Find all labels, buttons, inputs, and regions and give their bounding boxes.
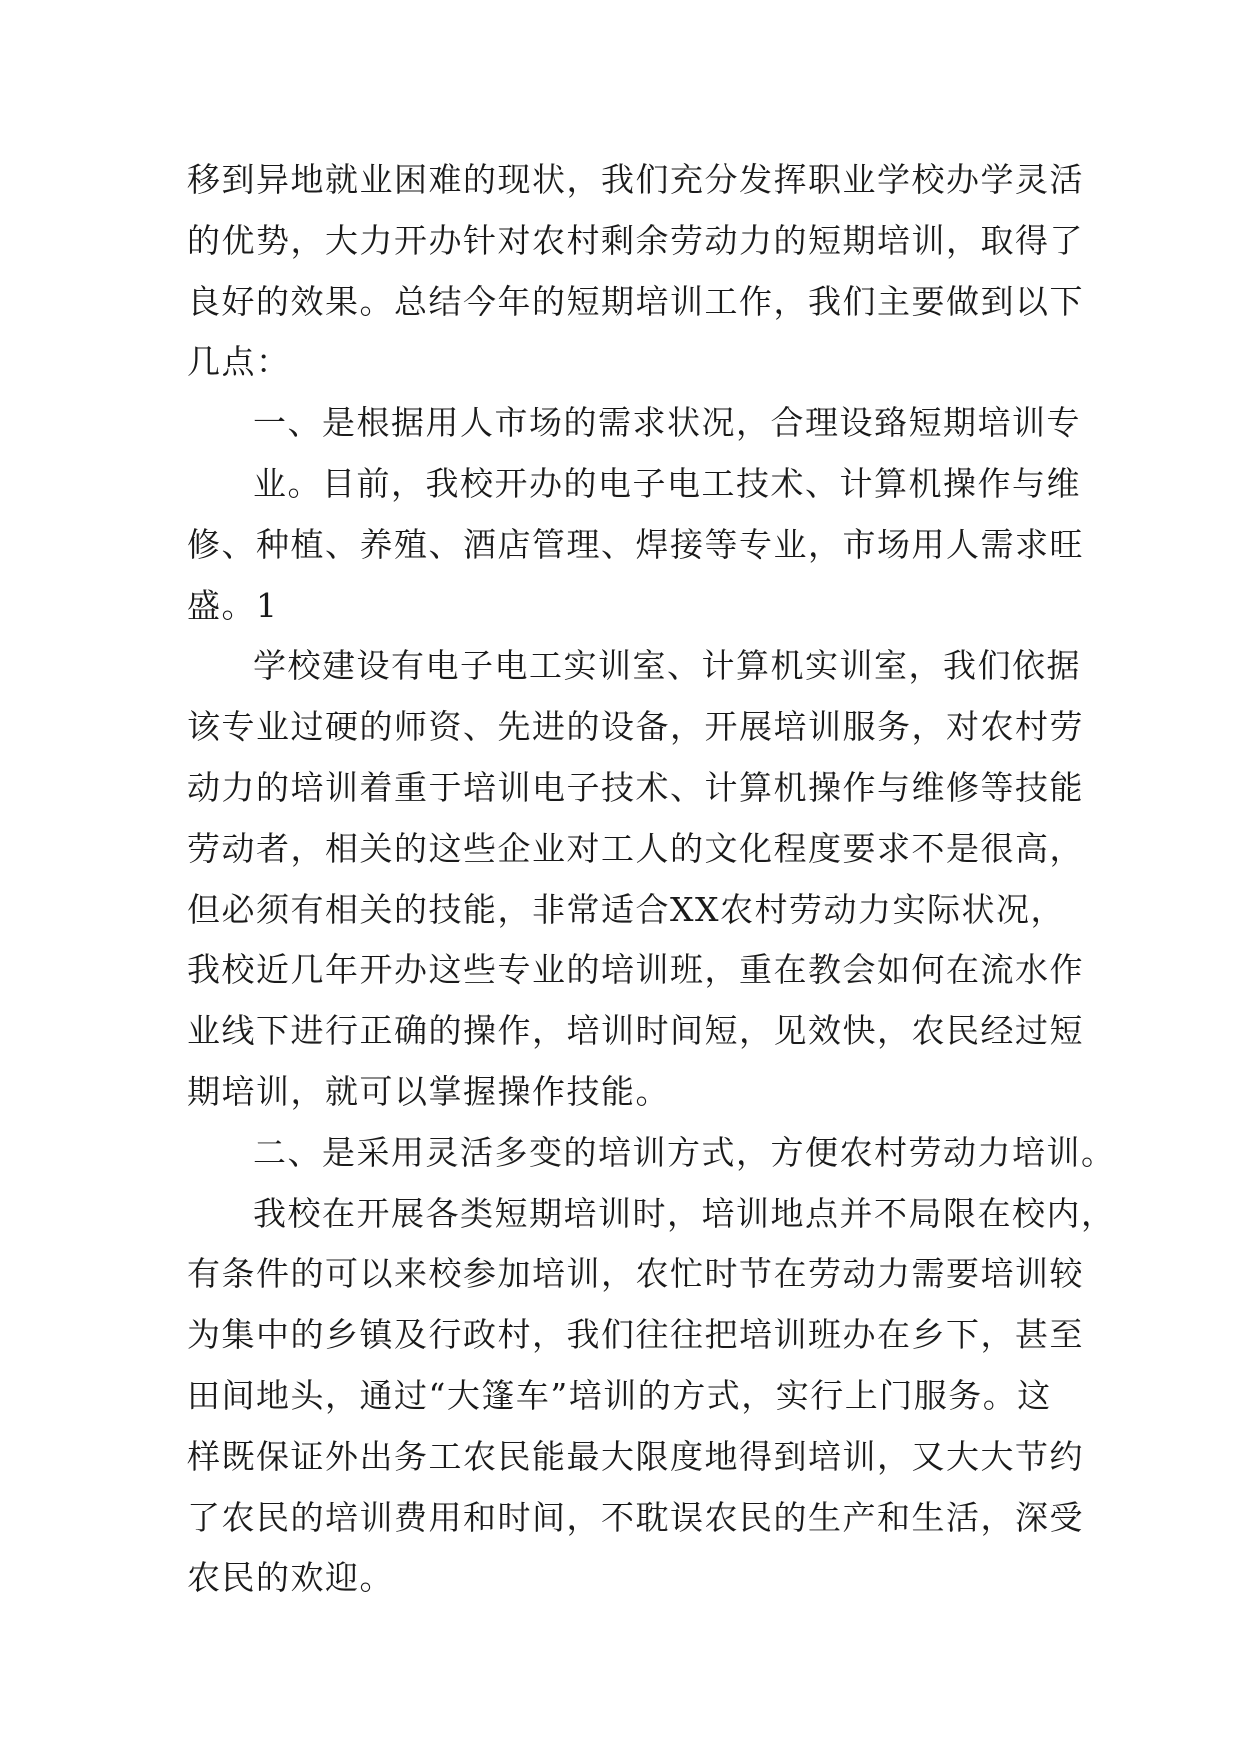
text-line: 业线下进行正确的操作，培训时间短，见效快，农民经过短 — [187, 1011, 1084, 1051]
text-line: 了农民的培训费用和时间，不耽误农民的生产和生活，深受 — [187, 1497, 1084, 1537]
text-line: 但必须有相关的技能，非常适合XX农村劳动力实际状况， — [187, 889, 1065, 929]
text-line: 劳动者，相关的这些企业对工人的文化程度要求不是很高， — [187, 828, 1084, 868]
text-line: 我校近几年开办这些专业的培训班，重在教会如何在流水作 — [187, 950, 1084, 990]
text-line: 移到异地就业困难的现状，我们充分发挥职业学校办学灵活 — [187, 160, 1084, 199]
text-line: 该专业过硬的师资、先进的设备，开展培训服务，对农村劳 — [187, 707, 1084, 747]
document-body — [187, 150, 1116, 1609]
paragraph-start-line: 学校建设有电子电工实训室、计算机实训室，我们依据 — [253, 646, 1081, 686]
text-line: 田间地头，通过“大篷车”培训的方式，实行上门服务。这 — [187, 1375, 1052, 1415]
text-line: 修、种植、养殖、酒店管理、焊接等专业，市场用人需求旺 — [187, 524, 1084, 564]
text-line: 盛。1 — [187, 585, 279, 625]
text-line: 期培训，就可以掌握操作技能。 — [187, 1071, 670, 1111]
text-line: 农民的欢迎。 — [187, 1558, 394, 1598]
text-line: 有条件的可以来校参加培训，农忙时节在劳动力需要培训较 — [187, 1254, 1084, 1294]
section-heading-line: 二、是采用灵活多变的培训方式，方便农村劳动力培训。 — [253, 1132, 1116, 1172]
section-heading-line: 一、是根据用人市场的需求状况，合理设臵短期培训专 — [253, 403, 1081, 443]
text-line: 良好的效果。总结今年的短期培训工作，我们主要做到以下 — [187, 281, 1084, 321]
text-line: 业。目前，我校开办的电子电工技术、计算机操作与维 — [253, 463, 1081, 503]
paragraph-start-line: 我校在开展各类短期培训时，培训地点并不局限在校内， — [253, 1193, 1116, 1233]
text-line: 的优势，大力开办针对农村剩余劳动力的短期培训，取得了 — [187, 220, 1084, 260]
text-line: 为集中的乡镇及行政村，我们往往把培训班办在乡下，甚至 — [187, 1315, 1084, 1355]
text-line: 样既保证外出务工农民能最大限度地得到培训，又大大节约 — [187, 1436, 1084, 1476]
text-line: 几点： — [187, 342, 291, 382]
text-line: 动力的培训着重于培训电子技术、计算机操作与维修等技能 — [187, 767, 1084, 807]
